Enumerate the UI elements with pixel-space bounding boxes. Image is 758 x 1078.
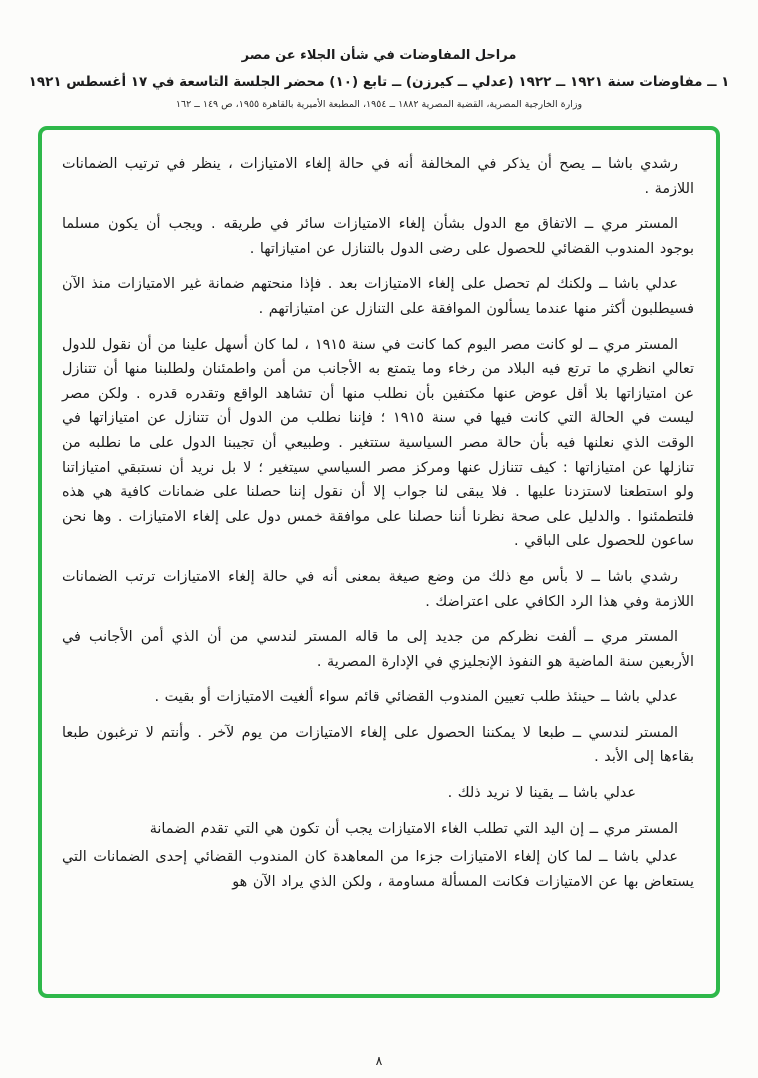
dialogue-paragraph: المستر مري ــ الاتفاق مع الدول بشأن إلغاء الامتيازات سائر في طريقه . ويجب أن يكون مسلما بوجود المندوب القضائي للحصول على رضى الدول بالتنازل عن امتيازاتها . (62, 216, 694, 257)
speaker-name: عدلي باشا (573, 785, 636, 802)
dialogue-paragraph: عدلي باشا ــ يقينا لا نريد ذلك . (447, 785, 636, 802)
speaker-name: المستر مري (603, 336, 679, 353)
document-header (0, 0, 758, 110)
dialogue-paragraph: المستر لندسي ــ طبعا لا يمكننا الحصول على إلغاء الامتيازات من يوم لآخر . وأنتم لا ترغبون طبعا بقاءها إلى الأبد . (62, 724, 694, 766)
dialogue-paragraph: عدلي باشا ــ لما كان إلغاء الامتيازات جزءا من المعاهدة كان المندوب القضائي إحدى الضمانات التي يستعاض بها عن الامتيازات فكانت المسألة مساومة ، ولكن الذي يراد الآن هو (62, 849, 694, 890)
dialogue-paragraph: عدلي باشا ــ ولكنك لم تحصل على إلغاء الامتيازات بعد . فإذا منحتهم ضمانة غير الامتيازات منذ الآن فسيطلبون أكثر منها عندما يسألون الموافقة على التنازل عن امتيازاتهم . (62, 276, 694, 317)
doc-title: مراحل المفاوضات في شأن الجلاء عن مصر (241, 48, 517, 63)
speaker-name: المستر لندسي (588, 724, 678, 741)
dialogue-list (62, 152, 694, 894)
dialogue-paragraph: المستر مري ــ لو كانت مصر اليوم كما كانت في سنة ١٩١٥ ، لما كان أسهل علينا من أن نقول للدول تعالي انظري ما ترتع فيه البلاد من رخاء وما يتمتع به الأجانب من أمن واطمئنان ولطلبنا منها أن تتنازل عن امتيازاتها بلا أقل عوض عنها مكتفين بأن نطلب منها أن تشاهد الواقع وتقدره قدره . ولكن مصر ليست في الحالة التي كانت فيها في سنة ١٩١٥ ؛ فإننا نطلب من الدول أن تتنازل عن امتيازاتها في الوقت الذي نعلنها فيه بأن حالة مصر السياسية ستتغير . وطبيعي أن تجيبنا الدول على ما نطلبه من تنازلها عن امتيازاتها : كيف تتنازل عنها ومركز مصر السياسي سيتغير ؛ لا بل نريد أن نستبقي امتيازاتنا ولو استطعنا لاستزدنا عليها . فلا يبقى لنا جواب إلا أن نقول إننا حصلنا على ضمانات كافية هي هذه فلتطمئنوا . والدليل على صحة نظرنا أننا حصلنا على موافقة خمس دول على إلغاء الامتيازات . وها نحن ساعون للحصول على الباقي . (62, 336, 694, 550)
speaker-name: رشدي باشا (607, 568, 678, 585)
speaker-name: رشدي باشا (608, 156, 678, 172)
doc-source-citation: وزارة الخارجية المصرية، القضية المصرية ١٨٨٢ ــ ١٩٥٤، المطبعة الأميرية بالقاهرة ١٩٥٥، ص ١٤٩ ــ ١٦٢ (175, 99, 583, 110)
page-number: ٨ (375, 1053, 383, 1068)
highlight-box (38, 126, 720, 998)
speaker-name: المستر مري (601, 216, 678, 233)
dialogue-paragraph: المستر مري ــ ألفت نظركم من جديد إلى ما قاله المستر لندسي من أن الذي أمن الأجانب في الأربعين سنة الماضية هو النفوذ الإنجليزي في الإدارة المصرية . (62, 629, 694, 670)
dialogue-paragraph: رشدي باشا ــ لا بأس مع ذلك من وضع صيغة بمعنى أنه في حالة إلغاء الامتيازات ترتب الضمانات اللازمة وفي هذا الرد الكافي على اعتراضك . (62, 568, 694, 610)
doc-subtitle: ١ ــ مفاوضات سنة ١٩٢١ ــ ١٩٢٢ (عدلي ــ كيرزن) ــ تابع (١٠) محضر الجلسة التاسعة في ١٧ أغسطس ١٩٢١ (28, 74, 730, 90)
speaker-name: عدلي باشا (614, 276, 678, 293)
dialogue-paragraph: عدلي باشا ــ حينئذ طلب تعيين المندوب القضائي قائم سواء ألغيت الامتيازات أو بقيت . (154, 689, 678, 706)
speaker-name: عدلي باشا (614, 849, 679, 866)
speaker-name: المستر مري (603, 820, 678, 837)
dialogue-paragraph: المستر مري ــ إن اليد التي تطلب الغاء الامتيازات يجب أن تكون هي التي تقدم الضمانة (149, 820, 678, 837)
speaker-name: المستر مري (601, 629, 678, 646)
dialogue-paragraph: رشدي باشا ــ يصح أن يذكر في المخالفة أنه في حالة إلغاء الامتيازات ، ينظر في ترتيب الضمانات اللازمة . (62, 156, 694, 197)
speaker-name: عدلي باشا (615, 689, 678, 706)
